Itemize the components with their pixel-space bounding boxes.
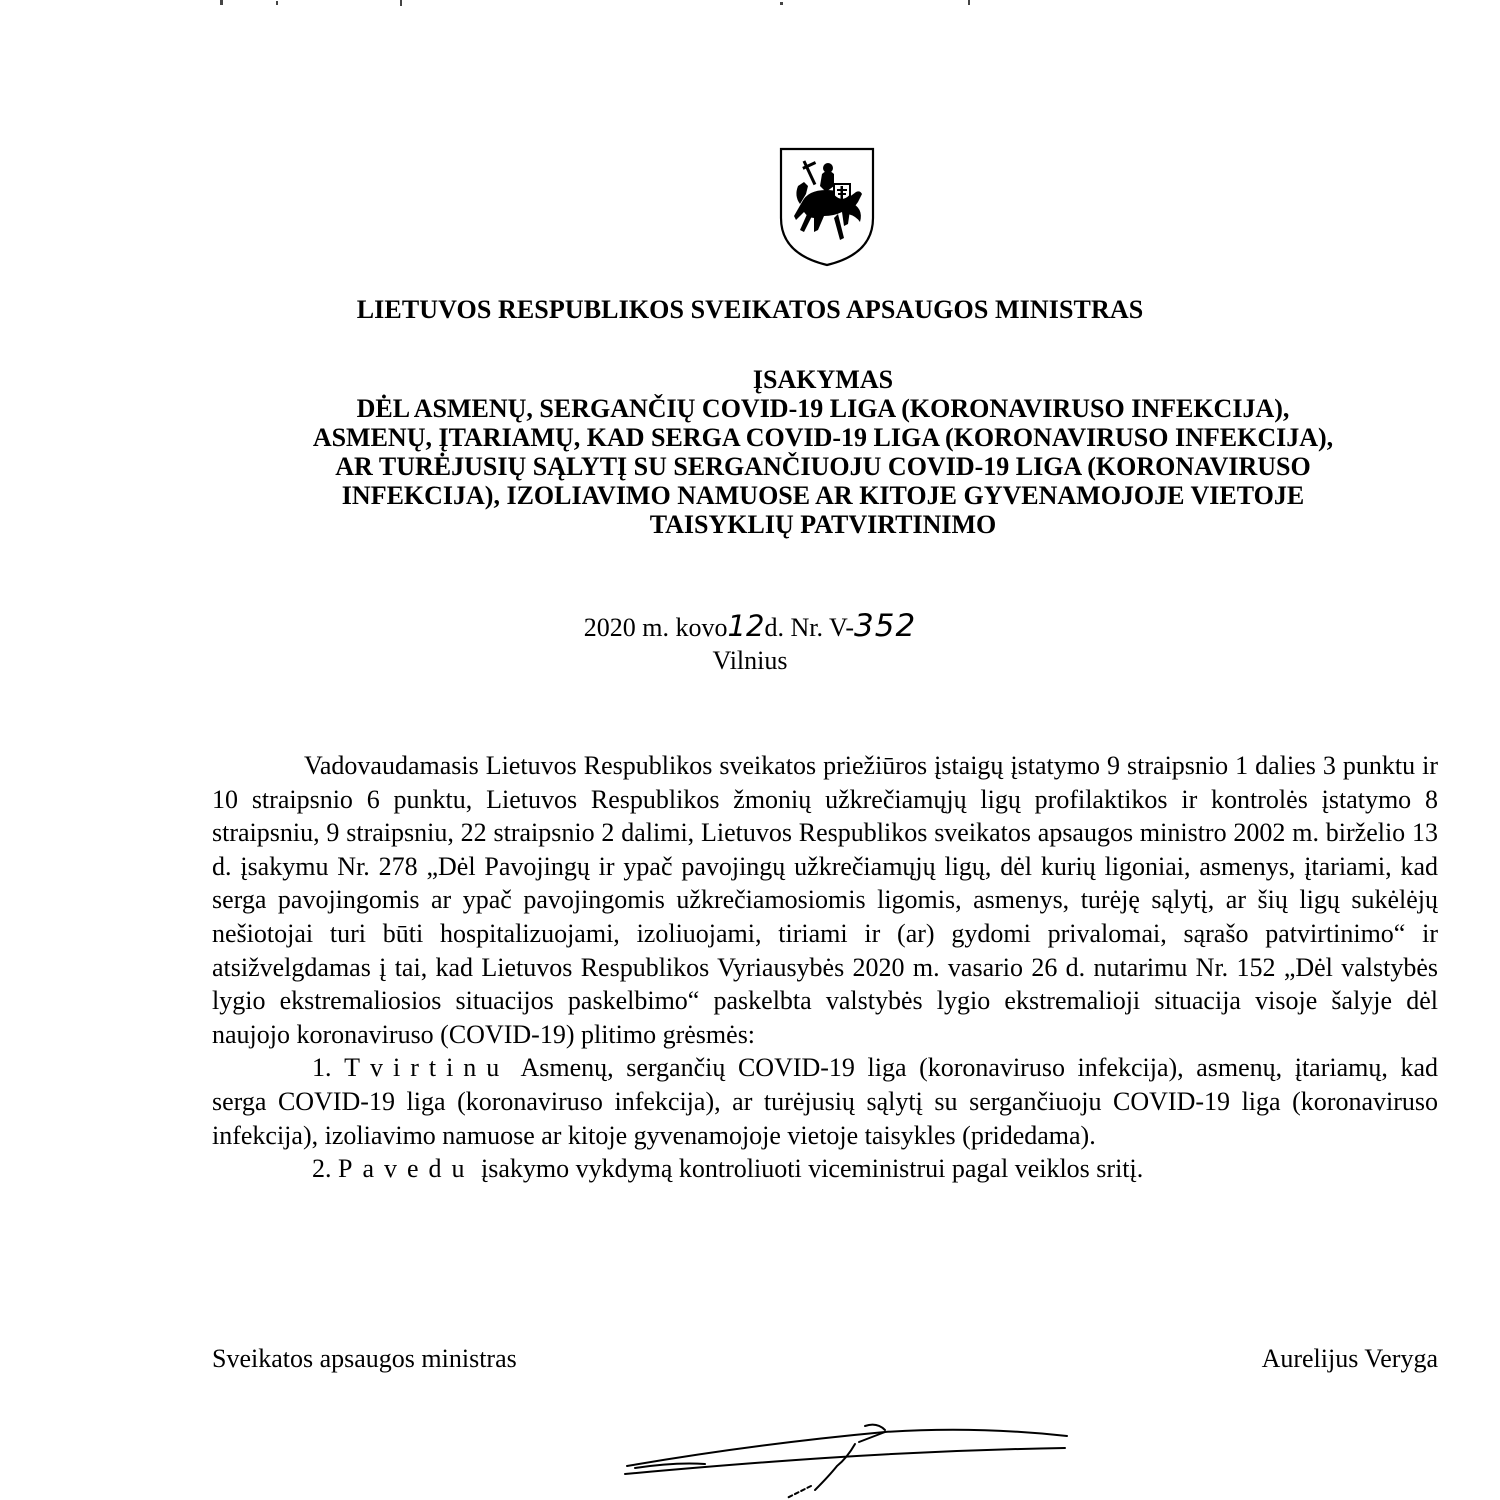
item-1 [212,1051,1438,1152]
date-mid: d. Nr. V- [764,613,855,642]
date-number-line [0,609,1500,645]
item-2-text: įsakymo vykdymą kontroliuoti viceministrui pagal veiklos sritį. [481,1154,1144,1184]
item-1-number: 1. [312,1053,332,1083]
scan-marks [220,0,980,10]
item-2-number: 2. [312,1154,332,1184]
order-body [212,749,1438,1186]
handwritten-number: 352 [854,608,917,644]
coat-of-arms-emblem [778,146,876,268]
document-title [208,365,1438,539]
title-line: AR TURĖJUSIŲ SĄLYTĮ SU SERGANČIUOJU COVID-19 LIGA (KORONAVIRUSO [335,452,1311,481]
handwritten-signature [615,1418,1085,1500]
handwritten-day: 12 [727,609,765,643]
issuer-heading: LIETUVOS RESPUBLIKOS SVEIKATOS APSAUGOS MINISTRAS [356,295,1144,324]
signer-position: Sveikatos apsaugos ministras [212,1344,517,1373]
date-prefix: 2020 m. kovo [583,613,728,642]
title-line: TAISYKLIŲ PATVIRTINIMO [649,510,997,539]
item-1-text: Asmenų, sergančių COVID-19 liga (koronaviruso infekcija), asmenų, įtariamų, kad serga COVID-19 liga (koronaviruso infekcija), ar turėjusių sąlytį su sergančiuoju COVID-19 liga (koronaviruso infekcija), izoliavimo namuose ar kitoje gyvenamojoje vietoje taisykles (pridedama). [212,1053,1438,1150]
item-1-keyword: Tvirtinu [344,1053,510,1083]
title-line: DĖL ASMENŲ, SERGANČIŲ COVID-19 LIGA (KORONAVIRUSO INFEKCIJA), [356,394,1290,423]
city: Vilnius [712,646,788,675]
preamble-paragraph: Vadovaudamasis Lietuvos Respublikos sveikatos priežiūros įstaigų įstatymo 9 straipsnio 1 dalies 3 punktu ir 10 straipsnio 6 punktu, Lietuvos Respublikos žmonių užkrečiamųjų ligų profilaktikos ir kontrolės įstatymo 8 straipsniu, 9 straipsniu, 22 straipsnio 2 dalimi, Lietuvos Respublikos sveikatos apsaugos ministro 2002 m. birželio 13 d. įsakymu Nr. 278 „Dėl Pavojingų ir ypač pavojingų užkrečiamųjų ligų, dėl kurių ligoniai, asmenys, įtariami, kad serga pavojingomis ar ypač pavojingomis užkrečiamosiomis ligomis, asmenys, turėję sąlytį, ar šių ligų sukėlėjų nešiotojai turi būti hospitalizuojami, izoliuojami, tiriami ir (ar) gydomi privalomai, sąrašo patvirtinimo“ ir atsižvelgdamas į tai, kad Lietuvos Respublikos Vyriausybės 2020 m. vasario 26 d. nutarimu Nr. 152 „Dėl valstybės lygio ekstremaliosios situacijos paskelbimo“ paskelbta valstybės lygio ekstremalioji situacija visoje šalyje dėl naujojo koronaviruso (COVID-19) plitimo grėsmės: [212,751,1438,1049]
item-2-keyword: Pavedu [338,1154,475,1184]
signer-name: Aurelijus Veryga [1261,1344,1438,1373]
title-line: INFEKCIJA), IZOLIAVIMO NAMUOSE AR KITOJE GYVENAMOJOJE VIETOJE [341,481,1305,510]
title-line: ASMENŲ, ĮTARIAMŲ, KAD SERGA COVID-19 LIGA (KORONAVIRUSO INFEKCIJA), [312,423,1334,452]
item-2 [212,1152,1438,1186]
title-line: ĮSAKYMAS [752,365,894,394]
